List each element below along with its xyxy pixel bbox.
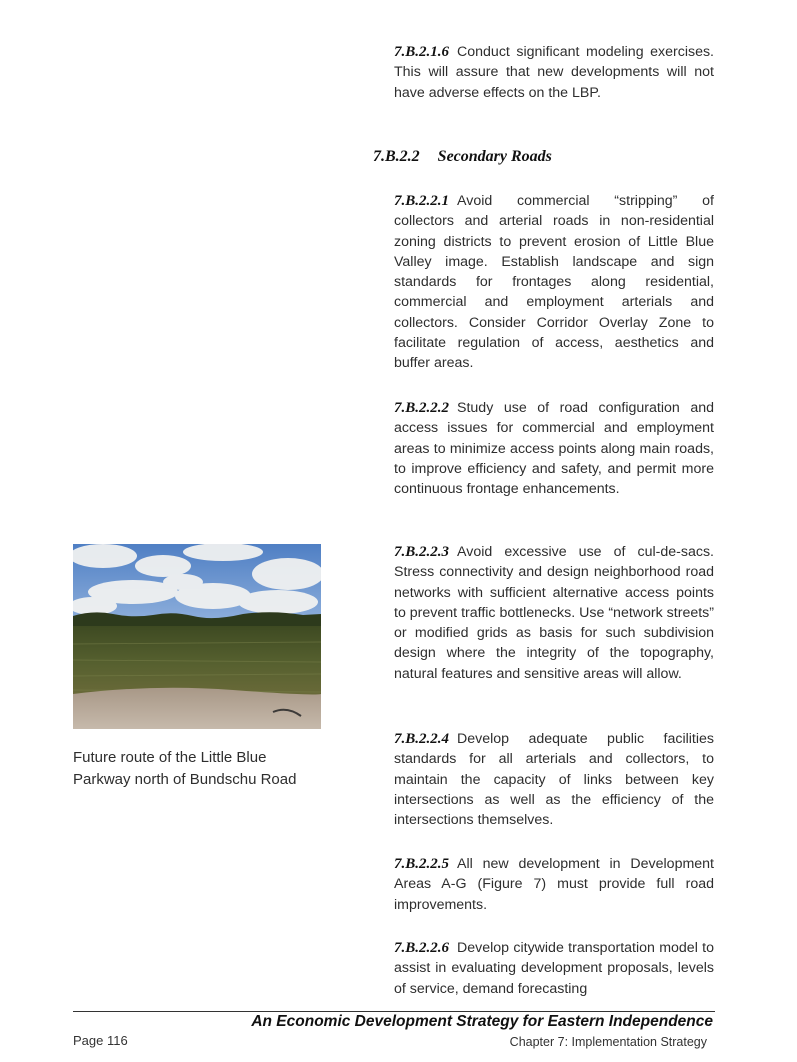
paragraph-text: Conduct significant modeling exercises. This will assure that new developments will not have adverse effects on the LBP. [394,44,714,101]
paragraph-text: All new development in Development Areas A-G (Figure 7) must provide full road improvements. [394,856,714,913]
heading-title: Secondary Roads [437,148,552,165]
paragraph-7b2-2-1 [394,191,714,374]
paragraph-7b2-2-4 [394,729,714,830]
section-number: 7.B.2.2.2 [394,400,450,416]
page-number: Page 116 [73,1033,128,1048]
caption-line-2: Parkway north of Bundschu Road [73,771,297,788]
section-number: 7.B.2.2.6 [394,940,450,956]
paragraph-text: Develop citywide transportation model to assist in evaluating development proposals, levels of service, demand forecasting [394,940,714,997]
landscape-photo [73,544,321,729]
section-number: 7.B.2.2.1 [394,193,450,209]
section-number: 7.B.2.2.5 [394,856,450,872]
paragraph-text: Avoid commercial “stripping” of collectors and arterial roads in non-residential zoning districts to prevent erosion of Little Blue Valley image. Establish landscape and sign standards for frontages along residential, commercial and employment arterials and collectors. Consider Corridor Overlay Zone to facilitate regulation of access, aesthetics and buffer areas. [394,193,714,372]
paragraph-7b2-1-6 [394,42,714,103]
section-number: 7.B.2.1.6 [394,44,450,60]
caption-line-1: Future route of the Little Blue [73,749,267,766]
chapter-label: Chapter 7: Implementation Strategy [509,1035,707,1049]
section-heading [373,148,552,166]
gravel-road [73,688,321,729]
paragraph-7b2-2-2 [394,398,714,499]
paragraph-text: Avoid excessive use of cul-de-sacs. Stress connectivity and design neighborhood road networks with sufficient alternative access points to prevent traffic bottlenecks. Use “network streets” or modified grids as basis for such subdivision design where the integrity of the topography, natural features and sensitive areas will allow. [394,544,714,682]
footer-rule [73,1011,715,1012]
section-number: 7.B.2.2.4 [394,731,450,747]
photo-image [73,544,321,729]
paragraph-7b2-2-5 [394,854,714,915]
heading-number: 7.B.2.2 [373,148,420,165]
paragraph-7b2-2-6 [394,938,714,999]
paragraph-text: Develop adequate public facilities standards for all arterials and collectors, to maintain the capacity of links between key intersections as well as the efficiency of the intersections themselves. [394,731,714,829]
paragraph-text: Study use of road configuration and access issues for commercial and employment areas to minimize access points along main roads, to improve efficiency and safety, and permit more continuous frontage enhancements. [394,400,714,498]
section-number: 7.B.2.2.3 [394,544,450,560]
paragraph-7b2-2-3 [394,542,714,684]
document-title: An Economic Development Strategy for Eastern Independence [251,1013,713,1030]
photo-caption [73,747,333,791]
